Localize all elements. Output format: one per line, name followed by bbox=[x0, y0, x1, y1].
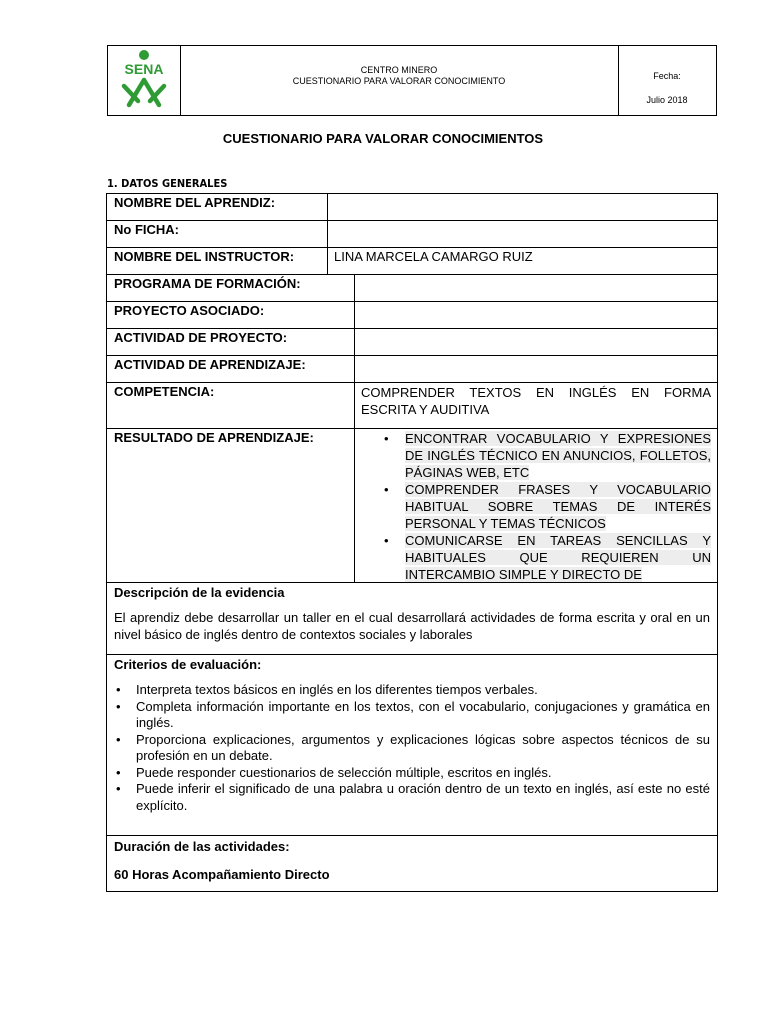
label-actividad-aprendizaje: ACTIVIDAD DE APRENDIZAJE: bbox=[107, 356, 355, 382]
table-row-evidencia bbox=[107, 583, 717, 655]
label-aprendiz: NOMBRE DEL APRENDIZ: bbox=[107, 194, 328, 220]
value-competencia: COMPRENDER TEXTOS EN INGLÉS EN FORMA ESCRITA Y AUDITIVA bbox=[361, 385, 711, 417]
value-actividad-proyecto bbox=[355, 329, 717, 355]
criterios-list bbox=[114, 682, 710, 814]
table-row-aprendiz bbox=[107, 194, 717, 221]
document-header bbox=[107, 45, 717, 116]
header-center bbox=[180, 46, 619, 115]
list-item: • Proporciona explicaciones, argumentos y explicaciones lógicas sobre aspectos técnicos de su profesión en un debate. bbox=[114, 732, 710, 765]
table-row-instructor bbox=[107, 248, 717, 275]
table-row-resultado bbox=[107, 429, 717, 583]
label-competencia: COMPETENCIA: bbox=[107, 383, 355, 428]
criterios-heading: Criterios de evaluación: bbox=[114, 657, 262, 672]
resultado-item-2: COMPRENDER FRASES Y VOCABULARIO HABITUAL SOBRE TEMAS DE INTERÉS PERSONAL Y TEMAS TÉCNICOS bbox=[405, 482, 711, 531]
list-item: • Completa información importante en los textos, con el vocabulario, conjugaciones y gramática en inglés. bbox=[114, 699, 710, 732]
section-heading: 1. DATOS GENERALES bbox=[107, 177, 228, 190]
evidencia-text: El aprendiz debe desarrollar un taller en el cual desarrollará actividades de forma escrita y oral en un nivel básico de inglés dentro de contextos sociales y laborales bbox=[114, 610, 710, 642]
value-aprendiz bbox=[328, 194, 717, 220]
header-date bbox=[618, 46, 716, 115]
table-row-criterios bbox=[107, 655, 717, 836]
document-subtitle: CUESTIONARIO PARA VALORAR CONOCIMIENTO bbox=[292, 76, 506, 86]
list-item: • Interpreta textos básicos en inglés en los diferentes tiempos verbales. bbox=[114, 682, 710, 699]
label-instructor: NOMBRE DEL INSTRUCTOR: bbox=[107, 248, 328, 274]
general-data-table bbox=[106, 193, 718, 892]
logo-text: SENA bbox=[124, 61, 164, 77]
page-title: CUESTIONARIO PARA VALORAR CONOCIMIENTOS bbox=[222, 131, 544, 146]
label-actividad-proyecto: ACTIVIDAD DE PROYECTO: bbox=[107, 329, 355, 355]
date-value: Julio 2018 bbox=[646, 95, 688, 105]
duracion-heading: Duración de las actividades: bbox=[114, 839, 290, 854]
value-instructor: LINA MARCELA CAMARGO RUIZ bbox=[334, 249, 533, 264]
list-item bbox=[361, 430, 711, 481]
table-row-proyecto bbox=[107, 302, 717, 329]
list-item bbox=[361, 532, 711, 582]
value-actividad-aprendizaje bbox=[355, 356, 717, 382]
list-item: • Puede inferir el significado de una palabra u oración dentro de un texto en inglés, así este no esté explícito. bbox=[114, 781, 710, 814]
value-resultado bbox=[355, 429, 717, 582]
label-ficha: No FICHA: bbox=[107, 221, 328, 247]
table-row-duracion bbox=[107, 836, 717, 891]
list-item bbox=[361, 481, 711, 532]
duracion-value: 60 Horas Acompañamiento Directo bbox=[114, 867, 330, 882]
value-programa bbox=[355, 275, 717, 301]
table-row-programa bbox=[107, 275, 717, 302]
center-name: CENTRO MINERO bbox=[360, 65, 438, 75]
date-label: Fecha: bbox=[653, 71, 681, 81]
label-resultado: RESULTADO DE APRENDIZAJE: bbox=[107, 429, 355, 582]
label-programa: PROGRAMA DE FORMACIÓN: bbox=[107, 275, 355, 301]
label-proyecto: PROYECTO ASOCIADO: bbox=[107, 302, 355, 328]
table-row-ficha bbox=[107, 221, 717, 248]
resultado-item-1: ENCONTRAR VOCABULARIO Y EXPRESIONES DE INGLÉS TÉCNICO EN ANUNCIOS, FOLLETOS, PÁGINAS WEB, ETC bbox=[405, 431, 711, 480]
table-row-actividad-aprendizaje bbox=[107, 356, 717, 383]
sena-logo bbox=[108, 46, 181, 115]
table-row-actividad-proyecto bbox=[107, 329, 717, 356]
table-row-competencia bbox=[107, 383, 717, 429]
resultado-item-3: COMUNICARSE EN TAREAS SENCILLAS Y HABITUALES QUE REQUIEREN UN INTERCAMBIO SIMPLE Y DIRECTO DE bbox=[405, 533, 711, 582]
list-item: • Puede responder cuestionarios de selección múltiple, escritos en inglés. bbox=[114, 765, 710, 782]
value-proyecto bbox=[355, 302, 717, 328]
sena-logo-icon bbox=[108, 46, 180, 115]
value-ficha bbox=[328, 221, 717, 247]
evidencia-heading: Descripción de la evidencia bbox=[114, 585, 285, 600]
